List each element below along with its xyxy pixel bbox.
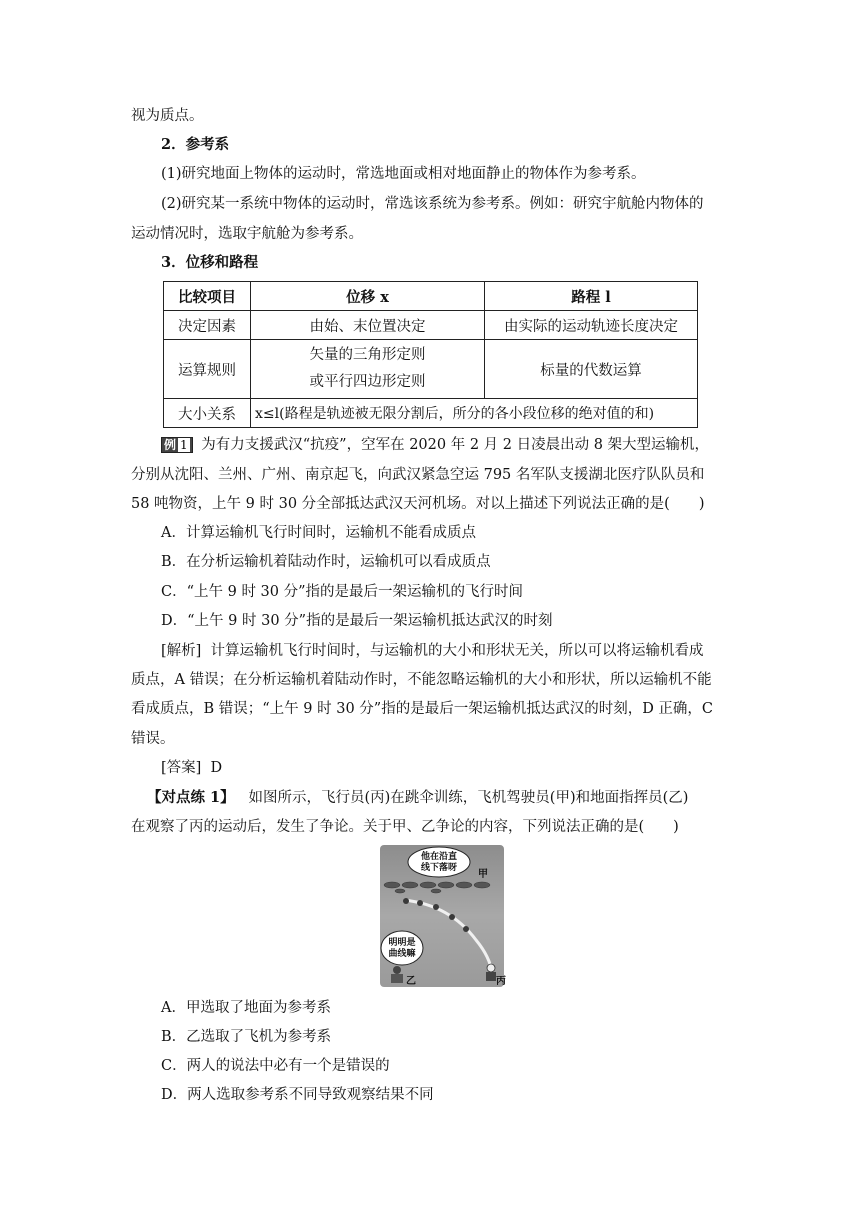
table-cell: 位移 x bbox=[251, 282, 485, 311]
section-heading: 2．参考系 bbox=[161, 136, 230, 153]
table-cell bbox=[251, 340, 485, 399]
cell-line: 矢量的三角形定则 bbox=[309, 347, 426, 363]
practice-text: 如图所示，飞行员(丙)在跳伞训练，飞机驾驶员(甲)和地面指挥员(乙) bbox=[248, 790, 689, 806]
answer-value: D bbox=[210, 760, 223, 776]
option-d: D．两人选取参考系不同导致观察结果不同 bbox=[161, 1087, 434, 1103]
table-row bbox=[164, 311, 698, 340]
bubble-text: 线下落呀 bbox=[420, 863, 458, 873]
option-b: B．在分析运输机着陆动作时，运输机可以看成质点 bbox=[161, 554, 491, 570]
option-c: C．“上午 9 时 30 分”指的是最后一架运输机的飞行时间 bbox=[161, 584, 524, 600]
analysis-text: 计算运输机飞行时间时，与运输机的大小和形状无关，所以可以将运输机看成 bbox=[210, 643, 704, 659]
table-cell: 由实际的运动轨迹长度决定 bbox=[485, 311, 698, 340]
practice-label: 【对点练 1】 bbox=[147, 789, 235, 806]
answer-line bbox=[161, 758, 222, 778]
parachute-figure bbox=[380, 845, 504, 987]
option-b: B．乙选取了飞机为参考系 bbox=[161, 1029, 332, 1045]
example-text: 为有力支援武汉“抗疫”，空军在 2020 年 2 月 2 日凌晨出动 8 架大型运输机， bbox=[201, 437, 710, 453]
bubble-text: 曲线嘛 bbox=[388, 949, 416, 959]
table-cell: 由始、末位置决定 bbox=[251, 311, 485, 340]
text-line: 视为质点。 bbox=[131, 108, 204, 124]
table-row bbox=[164, 399, 698, 428]
table-cell: 决定因素 bbox=[164, 311, 251, 340]
text-line: 58 吨物资，上午 9 时 30 分全部抵达武汉天河机场。对以上描述下列说法正确的是( ) bbox=[131, 496, 705, 512]
option-c: C．两人的说法中必有一个是错误的 bbox=[161, 1058, 390, 1074]
text-line: 质点，A 错误；在分析运输机着陆动作时，不能忽略运输机的大小和形状，所以运输机不能 bbox=[131, 672, 712, 688]
table-row bbox=[164, 340, 698, 399]
practice-line bbox=[147, 788, 688, 808]
table-cell: x≤l(路程是轨迹被无限分割后，所分的各小段位移的绝对值的和) bbox=[251, 399, 698, 428]
label-yi: 乙 bbox=[406, 976, 416, 987]
table-header-row bbox=[164, 282, 698, 311]
table-cell: 运算规则 bbox=[164, 340, 251, 399]
table-cell: 大小关系 bbox=[164, 399, 251, 428]
text-line: 在观察了丙的运动后，发生了争论。关于甲、乙争论的内容，下列说法正确的是( ) bbox=[131, 819, 679, 835]
bubble-text: 他在沿直 bbox=[420, 852, 458, 862]
text-line: 错误。 bbox=[131, 731, 175, 747]
table-cell: 标量的代数运算 bbox=[485, 340, 698, 399]
text-line: 分别从沈阳、兰州、广州、南京起飞，向武汉紧急空运 795 名军队支援湖北医疗队队员和 bbox=[131, 467, 705, 483]
section-heading: 3．位移和路程 bbox=[161, 254, 259, 271]
table-cell: 路程 l bbox=[485, 282, 698, 311]
label-jia: 甲 bbox=[478, 869, 488, 880]
text-line: 看成质点，B 错误；“上午 9 时 30 分”指的是最后一架运输机抵达武汉的时刻，D 正确，C bbox=[131, 701, 714, 717]
option-a: A．甲选取了地面为参考系 bbox=[161, 1000, 331, 1016]
cell-line: 或平行四边形定则 bbox=[309, 374, 426, 390]
option-a: A．计算运输机飞行时间时，运输机不能看成质点 bbox=[161, 525, 476, 541]
text-line: 运动情况时，选取宇航舱为参考系。 bbox=[131, 226, 363, 242]
text-line: (2)研究某一系统中物体的运动时，常选该系统为参考系。例如：研究宇航舱内物体的 bbox=[161, 196, 704, 212]
parachutist-bing bbox=[486, 964, 496, 981]
table-cell: 比较项目 bbox=[164, 282, 251, 311]
label-bing: 丙 bbox=[496, 976, 506, 987]
answer-label: [答案] bbox=[161, 760, 202, 776]
analysis-label: [解析] bbox=[161, 643, 202, 659]
example-line bbox=[161, 435, 709, 455]
speech-bubble-yi bbox=[381, 931, 423, 965]
bubble-text: 明明是 bbox=[388, 938, 416, 948]
example-tag: 例 1 bbox=[161, 437, 193, 453]
analysis-line bbox=[161, 641, 704, 661]
text-line: (1)研究地面上物体的运动时，常选地面或相对地面静止的物体作为参考系。 bbox=[161, 166, 646, 182]
option-d: D．“上午 9 时 30 分”指的是最后一架运输机抵达武汉的时刻 bbox=[161, 613, 553, 629]
comparison-table bbox=[163, 281, 698, 428]
